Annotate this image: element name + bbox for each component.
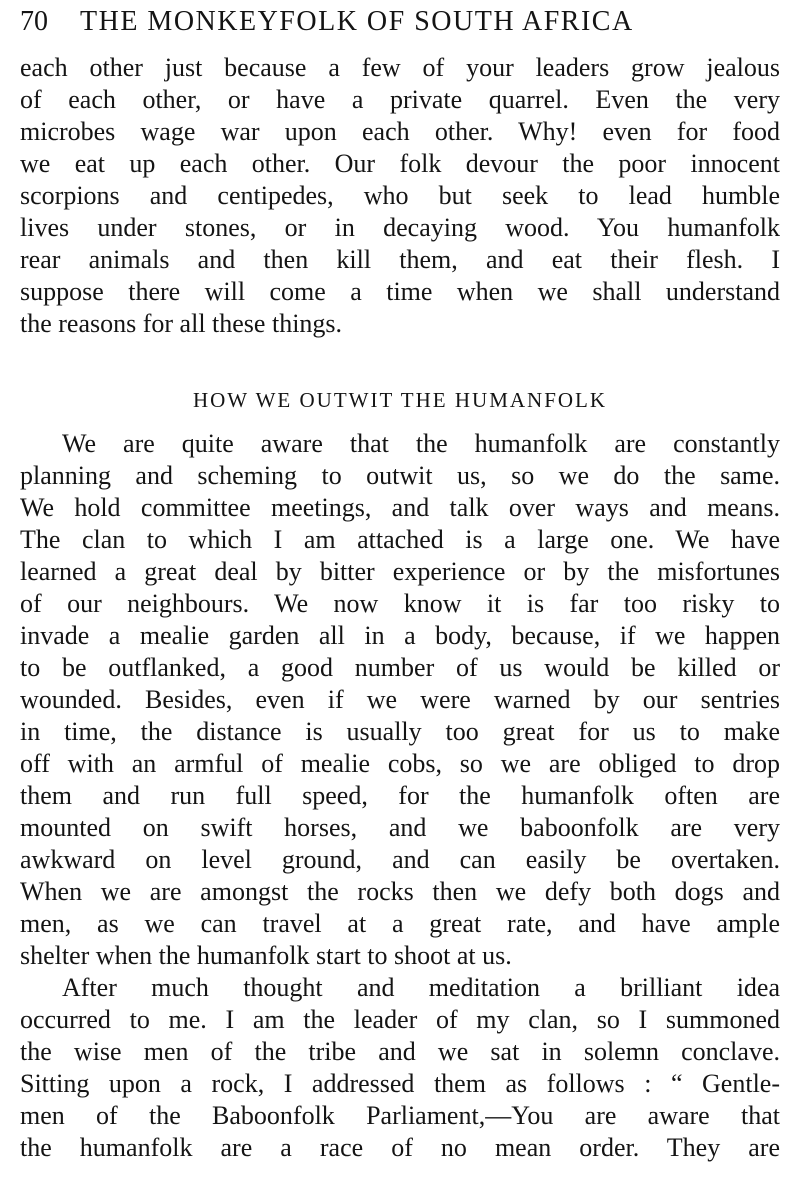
running-head — [20, 6, 780, 52]
text-line: of each other, or have a private quarrel. Even the very — [20, 85, 780, 114]
text-line: Sitting upon a rock, I addressed them as follows : “ Gentle- — [20, 1069, 780, 1098]
page-number: 70 — [20, 6, 48, 37]
text-line: shelter when the humanfolk start to shoot at us. — [20, 941, 512, 970]
text-line: them and run full speed, for the humanfolk often are — [20, 781, 780, 810]
text-line: wounded. Besides, even if we were warned by our sentries — [20, 685, 780, 714]
text-line: mounted on swift horses, and we baboonfolk are very — [20, 813, 780, 842]
paragraph — [20, 972, 780, 1164]
text-line: planning and scheming to outwit us, so we do the same. — [20, 461, 780, 490]
text-line: of our neighbours. We now know it is far too risky to — [20, 589, 780, 618]
text-line: scorpions and centipedes, who but seek to lead humble — [20, 181, 780, 210]
text-line: we eat up each other. Our folk devour the poor innocent — [20, 149, 780, 178]
paragraph — [20, 428, 780, 972]
text-line: men of the Baboonfolk Parliament,—You are aware that — [20, 1101, 780, 1130]
text-line: occurred to me. I am the leader of my clan, so I summoned — [20, 1005, 780, 1034]
text-line: microbes wage war upon each other. Why! even for food — [20, 117, 780, 146]
running-title: THE MONKEYFOLK OF SOUTH AFRICA — [80, 6, 634, 37]
text-line: men, as we can travel at a great rate, and have ample — [20, 909, 780, 938]
text-line: awkward on level ground, and can easily be overtaken. — [20, 845, 780, 874]
text-line: the humanfolk are a race of no mean order. They are — [20, 1133, 780, 1162]
text-line: each other just because a few of your leaders grow jealous — [20, 53, 780, 82]
section-spacer — [20, 340, 780, 380]
text-line: lives under stones, or in decaying wood. You humanfolk — [20, 213, 780, 242]
book-page — [20, 6, 780, 1164]
text-line: We are quite aware that the humanfolk are constantly — [62, 429, 780, 458]
text-line: learned a great deal by bitter experience or by the misfortunes — [20, 557, 780, 586]
text-line: in time, the distance is usually too great for us to make — [20, 717, 780, 746]
text-line: The clan to which I am attached is a large one. We have — [20, 525, 780, 554]
text-line: After much thought and meditation a brilliant idea — [62, 973, 780, 1002]
text-line: suppose there will come a time when we shall understand — [20, 277, 780, 306]
text-line: We hold committee meetings, and talk over ways and means. — [20, 493, 780, 522]
continued-paragraph — [20, 52, 780, 340]
text-line: When we are amongst the rocks then we defy both dogs and — [20, 877, 780, 906]
text-line: rear animals and then kill them, and eat their flesh. I — [20, 245, 780, 274]
text-line: invade a mealie garden all in a body, because, if we happen — [20, 621, 780, 650]
text-line: to be outflanked, a good number of us would be killed or — [20, 653, 780, 682]
text-line: off with an armful of mealie cobs, so we are obliged to drop — [20, 749, 780, 778]
text-line: the reasons for all these things. — [20, 309, 343, 338]
section-heading: HOW WE OUTWIT THE HUMANFOLK — [192, 388, 608, 412]
text-line: the wise men of the tribe and we sat in solemn conclave. — [20, 1037, 780, 1066]
